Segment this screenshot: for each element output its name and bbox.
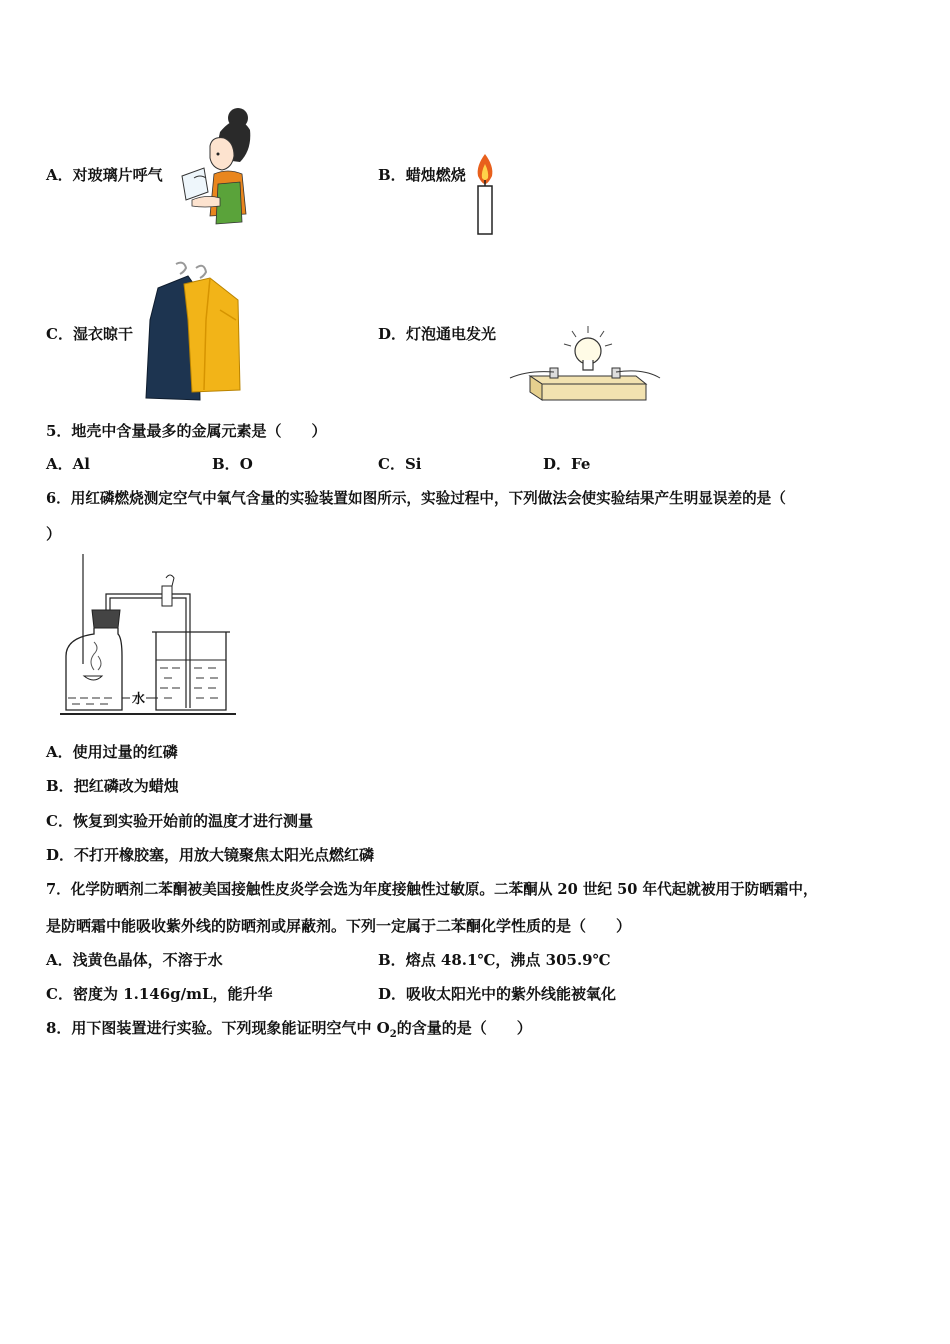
option-text: 恢复到实验开始前的温度才进行测量 (72, 812, 313, 830)
option-label: B． (46, 777, 74, 795)
option-label: D． (46, 846, 75, 864)
option-label: C． (46, 325, 73, 343)
option-label: C． (46, 985, 73, 1003)
q5-stem: 5．地壳中含量最多的金属元素是（ ） (46, 422, 327, 440)
option-label: D． (378, 325, 407, 343)
q8-stem-pre: 8．用下图装置进行实验。下列现象能证明空气中 O (46, 1019, 390, 1037)
option-text: 不打开橡胶塞，用放大镜聚焦太阳光点燃红磷 (74, 846, 375, 864)
option-label: B． (378, 951, 406, 969)
option-label: C． (46, 812, 73, 830)
burning-candle-figure (470, 150, 500, 238)
q6-stem-line2: ） (46, 525, 62, 543)
q7-stem-line2: 是防晒霜中能吸收紫外线的防晒剂或屏蔽剂。下列一定属于二苯酮化学性质的是（ ） (46, 917, 632, 935)
option-text: 蜡烛燃烧 (405, 166, 466, 184)
q5-option-a (46, 453, 90, 474)
q7-option-b (378, 949, 611, 970)
girl-breathing-on-glass-figure (180, 102, 258, 228)
q8-stem-subscript: 2 (389, 1029, 397, 1040)
option-label: A． (46, 455, 73, 473)
option-text: 湿衣晾干 (72, 325, 133, 343)
q5-option-b (212, 453, 253, 474)
q7-option-c (46, 983, 273, 1004)
red-phosphorus-apparatus-figure (58, 552, 238, 718)
q6-option-b (46, 775, 179, 796)
light-bulb-circuit-figure (508, 324, 662, 404)
q6-stem-line1: 6．用红磷燃烧测定空气中氧气含量的实验装置如图所示，实验过程中，下列做法会使实验结果产生明显误差的是（ (46, 490, 786, 507)
option-text: 使用过量的红磷 (72, 743, 178, 761)
option-label: C． (378, 455, 405, 473)
option-text: 灯泡通电发光 (406, 325, 497, 343)
q4-option-b (378, 164, 466, 185)
q8-stem-post: 的含量的是（ ） (396, 1019, 532, 1037)
q4-option-a (46, 164, 163, 185)
q6-option-d (46, 844, 374, 865)
q7-stem-line1: 7．化学防晒剂二苯酮被美国接触性皮炎学会选为年度接触性过敏原。二苯酮从 20 世纪 50 年代起就被用于防晒霜中， (46, 881, 818, 898)
option-label: D． (543, 455, 572, 473)
water-label: 水 (132, 692, 146, 707)
option-label: B． (378, 166, 406, 184)
q5-option-d (543, 453, 590, 474)
option-text: 浅黄色晶体，不溶于水 (72, 951, 223, 969)
clothes-drying-figure (140, 260, 244, 402)
q6-option-c (46, 810, 313, 831)
option-label: A． (46, 166, 73, 184)
q8-stem (46, 1017, 532, 1040)
option-text: O (239, 455, 253, 473)
q4-option-d (378, 323, 496, 344)
q7-option-d (378, 983, 616, 1004)
option-label: A． (46, 743, 73, 761)
option-text: 把红磷改为蜡烛 (73, 777, 179, 795)
option-text: 吸收太阳光中的紫外线能被氧化 (406, 985, 617, 1003)
option-label: D． (378, 985, 407, 1003)
q6-option-a (46, 741, 178, 762)
q5-option-c (378, 453, 421, 474)
q4-option-c (46, 323, 133, 344)
option-text: Al (72, 455, 90, 473)
q7-option-a (46, 949, 223, 970)
option-text: Si (404, 455, 422, 473)
option-text: 密度为 1.146g/mL，能升华 (72, 985, 273, 1003)
option-label: B． (212, 455, 240, 473)
option-label: A． (46, 951, 73, 969)
option-text: Fe (571, 455, 591, 473)
option-text: 熔点 48.1℃，沸点 305.9℃ (405, 951, 611, 969)
option-text: 对玻璃片呼气 (72, 166, 163, 184)
